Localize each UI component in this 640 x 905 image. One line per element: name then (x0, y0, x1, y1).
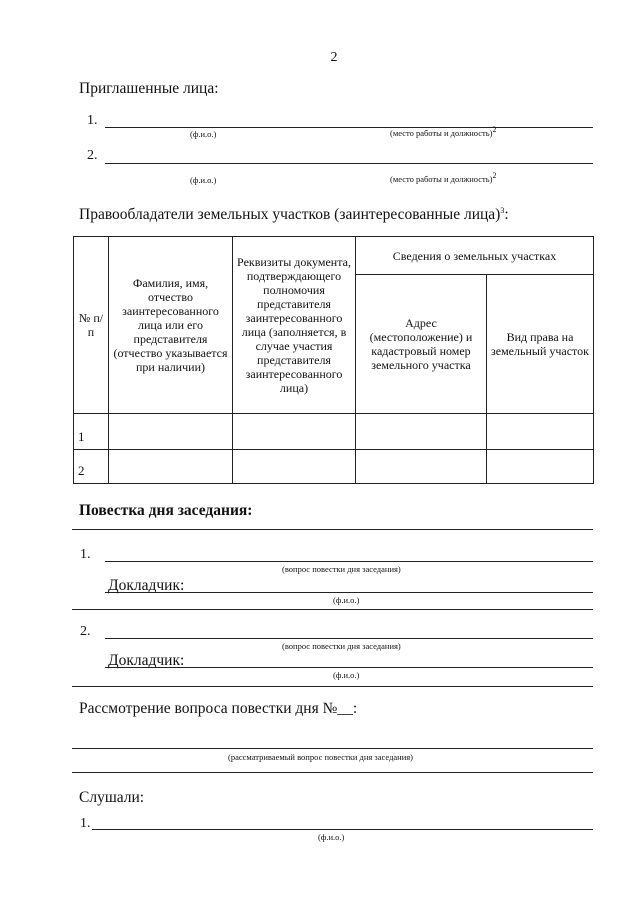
holders-title: Правообладатели земельных участков (заинтересованные лица)$^3$: (79, 205, 509, 223)
heard-item-1-name-caption: (ф.и.о.) (318, 832, 345, 842)
invited-title: Приглашенные лица: (79, 80, 219, 97)
invited-item-number: 1. (87, 113, 98, 128)
agenda-item-1-extra-line[interactable] (72, 609, 593, 610)
table-cell[interactable] (356, 450, 487, 484)
table-cell[interactable] (487, 450, 594, 484)
consideration-line[interactable] (72, 748, 593, 749)
agenda-item-1-name-caption: (ф.и.о.) (333, 595, 360, 605)
agenda-item-1-question-caption: (вопрос повестки дня заседания) (282, 564, 401, 574)
invited-item-1-position-caption: (место работы и должность)2 (390, 125, 497, 138)
table-row (74, 414, 594, 450)
table-cell[interactable] (487, 414, 594, 450)
agenda-item-2-name-caption: (ф.и.о.) (333, 670, 360, 680)
table-cell[interactable] (109, 414, 233, 450)
invited-item-2-name-caption: (ф.и.о.) (190, 175, 217, 185)
consideration-title: Рассмотрение вопроса повестки дня №__: (79, 700, 358, 717)
col-header-document: Реквизиты документа, подтверждающего полномочия представителя заинтересованного лица (заполняется, в случае участия представителя заинтересованного лица) (233, 237, 356, 414)
agenda-item-2-speaker-line[interactable] (105, 667, 593, 668)
invited-item-2-position-caption: (место работы и должность)2 (390, 171, 497, 184)
row-number: 1 (74, 414, 109, 450)
row-number: 2 (74, 450, 109, 484)
invited-item-2-line[interactable] (105, 163, 593, 164)
heard-item-number: 1. (80, 816, 91, 831)
agenda-item-1-line[interactable] (105, 561, 593, 562)
consideration-caption: (рассматриваемый вопрос повестки дня заседания) (228, 752, 414, 762)
table-cell[interactable] (109, 450, 233, 484)
speaker-label: Докладчик: (108, 652, 185, 669)
invited-item-1-line[interactable] (105, 127, 593, 128)
agenda-item-number: 1. (80, 547, 91, 562)
col-header-name: Фамилия, имя, отчество заинтересованного лица или его представителя (отчество указывается при наличии) (109, 237, 233, 414)
agenda-item-number: 2. (80, 624, 91, 639)
table-cell[interactable] (233, 414, 356, 450)
holders-table (73, 236, 594, 484)
col-header-land-info: Сведения о земельных участках (356, 237, 594, 275)
invited-item-number: 2. (87, 148, 98, 163)
agenda-title-line[interactable] (72, 529, 593, 530)
speaker-label: Докладчик: (108, 577, 185, 594)
invited-item-1-name-caption: (ф.и.о.) (190, 129, 217, 139)
agenda-item-2-line[interactable] (105, 638, 593, 639)
col-header-address: Адрес (местоположение) и кадастровый номер земельного участка (356, 275, 487, 414)
table-cell[interactable] (233, 450, 356, 484)
footnote-mark: 3 (500, 205, 505, 215)
heard-item-1-line[interactable] (92, 829, 593, 830)
agenda-item-2-question-caption: (вопрос повестки дня заседания) (282, 641, 401, 651)
consideration-extra-line[interactable] (72, 772, 593, 773)
heard-title: Слушали: (79, 789, 145, 806)
col-header-number: № п/п (74, 237, 109, 414)
col-header-right-type: Вид права на земельный участок (487, 275, 594, 414)
table-cell[interactable] (356, 414, 487, 450)
footnote-mark: 2 (492, 125, 497, 135)
table-row (74, 450, 594, 484)
footnote-mark: 2 (492, 171, 497, 181)
agenda-item-2-extra-line[interactable] (72, 686, 593, 687)
agenda-item-1-speaker-line[interactable] (105, 592, 593, 593)
page-number: 2 (330, 50, 338, 65)
agenda-title: Повестка дня заседания: (79, 502, 253, 519)
